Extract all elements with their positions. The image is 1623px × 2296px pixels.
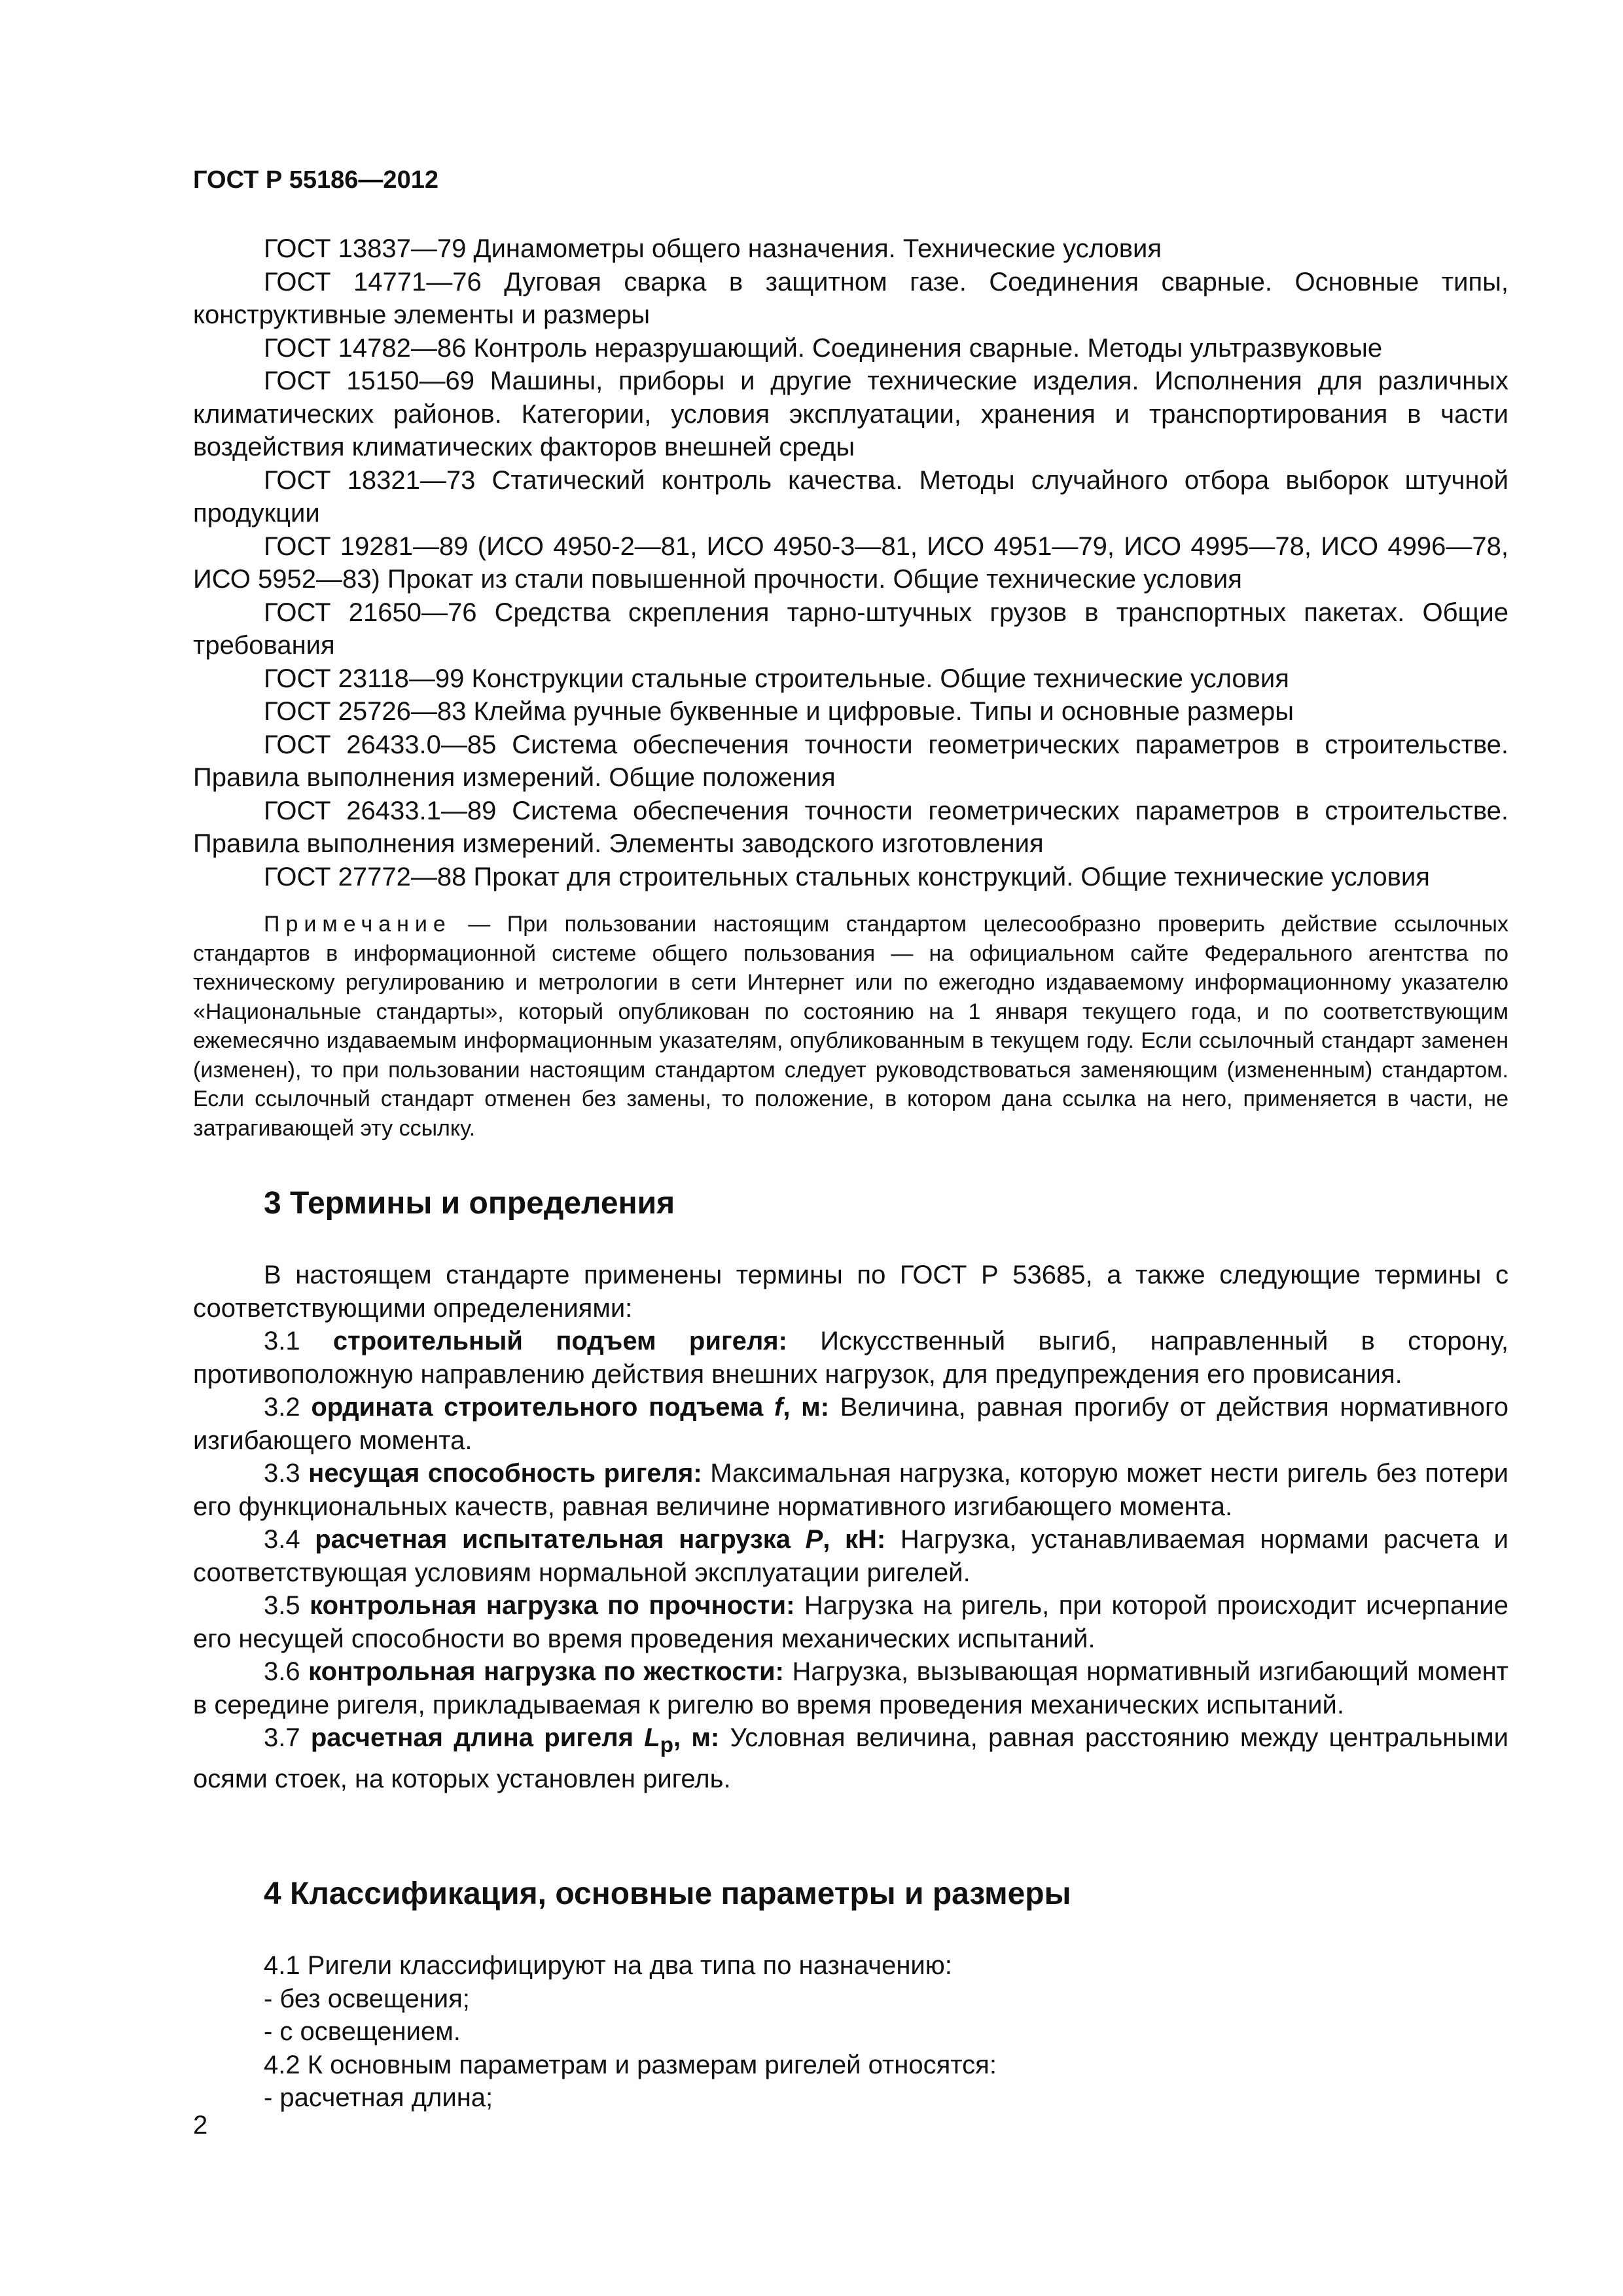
reference-text: Конструкции стальные строительные. Общие технические условия [471, 664, 1289, 693]
definition-number: 3.6 [264, 1657, 300, 1686]
section-4-line: - с освещением. [264, 2017, 461, 2046]
definition-term [311, 1393, 829, 1422]
definition-symbol: f [774, 1393, 783, 1422]
reference-text: Система обеспечения точности геометрических параметров в строительстве. Правила выполнения измерений. Элементы заводского изготовления [193, 796, 1508, 858]
reference-item [193, 795, 1508, 861]
definition-number: 3.7 [264, 1723, 300, 1752]
definition-text: Искусственный выгиб, направленный в сторону, противоположную направлению действия внешних нагрузок, для предупреждения его провисания. [193, 1327, 1508, 1389]
definition-term: контрольная нагрузка по прочности: [310, 1591, 795, 1620]
reference-code: ГОСТ 26433.1—89 [264, 796, 497, 825]
reference-code: ГОСТ 21650—76 [264, 598, 477, 627]
reference-text: Машины, приборы и другие технические изделия. Исполнения для различных климатических районов. Категории, условия эксплуатации, хранения и транспортирования в части воздействия климатических факторов внешней среды [193, 367, 1508, 461]
reference-item [193, 662, 1508, 696]
definition-number: 3.1 [264, 1327, 300, 1355]
definition-term-part: ордината строительного подъема [311, 1393, 774, 1422]
reference-code: ГОСТ 13837—79 [264, 234, 467, 263]
definition-item [193, 1721, 1508, 1795]
section-4-body [193, 1949, 1508, 2115]
definition-number: 3.5 [264, 1591, 300, 1620]
definition-item [193, 1457, 1508, 1523]
note-text: — При пользовании настоящим стандартом целесообразно проверить действие ссылочных стандартов в информационной системе общего пользования — на официальном сайте Федерального агентства по техническому регулированию и метрологии в сети Интернет или по ежегодно издаваемому информационному указателю «Национальные стандарты», который опубликован по состоянию на 1 января текущего года, и по соответствующим ежемесячно издаваемым информационным указателям, опубликованным в текущем году. Если ссылочный стандарт заменен (изменен), то при пользовании настоящим стандартом следует руководствоваться заменяющим (измененным) стандартом. Если ссылочный стандарт отменен без замены, то положение, в котором дана ссылка на него, применяется в части, не затрагивающей эту ссылку. [193, 912, 1508, 1141]
reference-item [193, 530, 1508, 596]
section-4-title: 4 Классификация, основные параметры и размеры [264, 1876, 1071, 1911]
definition-term: контрольная нагрузка по жесткости: [308, 1657, 784, 1686]
definition-item [193, 1325, 1508, 1391]
reference-item [193, 365, 1508, 464]
definition-term: несущая способность ригеля: [308, 1459, 702, 1488]
definition-symbol: P [805, 1525, 823, 1554]
reference-text: Клейма ручные буквенные и цифровые. Типы и основные размеры [473, 697, 1294, 726]
definition-term-unit: , м: [783, 1393, 830, 1422]
definition-term-part: расчетная испытательная нагрузка [315, 1525, 806, 1554]
reference-code: ГОСТ 14782—86 [264, 333, 467, 363]
reference-text: Статический контроль качества. Методы случайного отбора выборок штучной продукции [193, 465, 1508, 528]
reference-text: Дуговая сварка в защитном газе. Соединения сварные. Основные типы, конструктивные элементы и размеры [193, 267, 1508, 329]
section-spacer [193, 1795, 1508, 1833]
reference-code: ГОСТ 14771—76 [264, 267, 482, 296]
definition-text: Нагрузка, устанавливаемая нормами расчета и соответствующая условиям нормальной эксплуатации ригелей. [193, 1525, 1509, 1587]
definition-text: Нагрузка, вызывающая нормативный изгибающий момент в середине ригеля, прикладываемая к ригелю во время проведения механических испытаний. [193, 1657, 1509, 1719]
section-4-line: 4.1 Ригели классифицируют на два типа по назначению: [264, 1951, 952, 1980]
reference-code: ГОСТ 18321—73 [264, 465, 476, 495]
reference-text: Средства скрепления тарно-штучных грузов в транспортных пакетах. Общие требования [193, 598, 1508, 660]
definition-item [193, 1589, 1508, 1655]
reference-code: ГОСТ 27772—88 [264, 862, 467, 891]
definition-term-unit: , кН: [823, 1525, 886, 1554]
reference-text: (ИСО 4950-2—81, ИСО 4950-3—81, ИСО 4951—79, ИСО 4995—78, ИСО 4996—78, ИСО 5952—83) Прокат из стали повышенной прочности. Общие технические условия [193, 531, 1508, 594]
reference-item [193, 695, 1508, 728]
section-3-body [193, 1259, 1508, 1795]
reference-code: ГОСТ 19281—89 [264, 531, 469, 561]
references-list [193, 232, 1508, 893]
reference-item [193, 728, 1508, 795]
section-3-intro: В настоящем стандарте применены термины по ГОСТ Р 53685, а также следующие термины с соответствующими определениями: [193, 1261, 1508, 1323]
reference-item [193, 266, 1508, 332]
reference-item [193, 464, 1508, 530]
section-4-line: 4.2 К основным параметрам и размерам ригелей относятся: [264, 2050, 997, 2079]
reference-item [193, 232, 1508, 266]
definition-text: Максимальная нагрузка, которую может нести ригель без потери его функциональных качеств, равная величине нормативного изгибающего момента. [193, 1459, 1508, 1521]
definition-text: Условная величина, равная расстоянию между центральными осями стоек, на которых установлен ригель. [193, 1723, 1508, 1793]
reference-code: ГОСТ 23118—99 [264, 664, 465, 693]
section-4-line: - без освещения; [264, 1984, 470, 2013]
definition-term [310, 1723, 720, 1757]
definition-term [315, 1525, 885, 1554]
definition-text: Нагрузка на ригель, при которой происходит исчерпание его несущей способности во время проведения механических испытаний. [193, 1591, 1508, 1653]
reference-code: ГОСТ 25726—83 [264, 697, 467, 726]
reference-text: Прокат для строительных стальных конструкций. Общие технические условия [473, 862, 1430, 891]
definition-number: 3.3 [264, 1459, 300, 1488]
reference-code: ГОСТ 15150—69 [264, 367, 475, 395]
reference-code: ГОСТ 26433.0—85 [264, 730, 497, 759]
definition-symbol-subscript: р [660, 1733, 673, 1757]
definition-number: 3.2 [264, 1393, 300, 1422]
reference-item [193, 596, 1508, 662]
section-3-title: 3 Термины и определения [264, 1186, 675, 1221]
definition-term-part: расчетная длина ригеля [310, 1723, 645, 1752]
page-number: 2 [193, 2111, 208, 2140]
reference-text: Динамометры общего назначения. Технические условия [473, 234, 1162, 263]
reference-note [193, 910, 1508, 1143]
definition-term-unit: , м: [673, 1723, 720, 1752]
reference-item [193, 861, 1508, 894]
definition-term: строительный подъем ригеля: [332, 1327, 787, 1355]
definition-symbol: L [644, 1723, 660, 1752]
note-label: Примечание [264, 912, 452, 937]
definition-number: 3.4 [264, 1525, 300, 1554]
section-4-line: - расчетная длина; [264, 2083, 493, 2112]
definition-text: Величина, равная прогибу от действия нормативного изгибающего момента. [193, 1393, 1508, 1455]
document-header: ГОСТ Р 55186—2012 [193, 166, 438, 194]
reference-item [193, 332, 1508, 365]
definition-item [193, 1523, 1508, 1589]
reference-text: Система обеспечения точности геометрических параметров в строительстве. Правила выполнения измерений. Общие положения [193, 730, 1508, 792]
definition-item [193, 1655, 1508, 1721]
reference-text: Контроль неразрушающий. Соединения сварные. Методы ультразвуковые [473, 333, 1383, 363]
definition-item [193, 1391, 1508, 1457]
